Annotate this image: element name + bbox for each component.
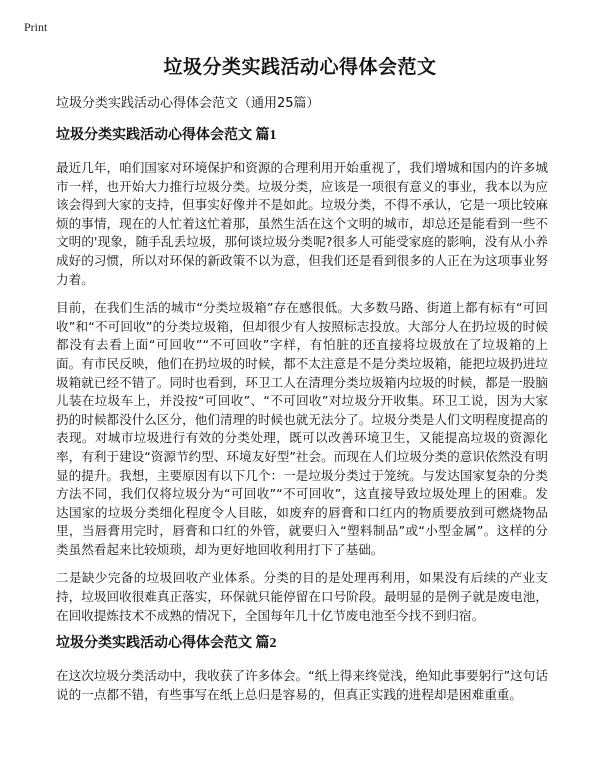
section-heading-1: 垃圾分类实践活动心得体会范文 篇1 [56,128,277,143]
document-body [56,95,548,714]
page-title: 垃圾分类实践活动心得体会范文 [163,56,437,78]
print-link[interactable]: Print [24,20,48,34]
paragraph: 二是缺少完备的垃圾回收产业体系。分类的目的是处理再利用，如果没有后续的产业支持，垃圾回收很难真正落实，环保就只能停留在口号阶段。最明显的是例子就是废电池，在回收提炼技术不成熟的情况下，全国每年几十亿节废电池至今找不到归宿。 [56,570,548,623]
paragraph: 最近几年，咱们国家对环境保护和资源的合理利用开始重视了，我们增城和国内的许多城市一样，也开始大力推行垃圾分类。垃圾分类，应该是一项很有意义的事业，我本以为应该会得到大家的支持，但事实好像并不是如此。垃圾分类，不得不承认，它是一项比较麻烦的事情，现在的人忙着这忙着那，虽然生活在这个文明的城市，却总还是能看到一些不文明的'现象，随手乱丢垃圾，那何谈垃圾分类呢?很多人可能受家庭的影响，没有从小养成好的习惯，所以对环保的新政策不以为意，但我们还是看到很多的人正在为这项事业努力着。 [56,160,548,287]
paragraph: 目前，在我们生活的城市“分类垃圾箱”存在感很低。大多数马路、街道上都有标有“可回收”和“不可回收”的分类垃圾箱，但却很少有人按照标志投放。大部分人在扔垃圾的时候都没有去看上面“可回收”“不可回收”字样，有怕脏的还直接将垃圾放在了垃圾箱的上面。有市民反映，他们在扔垃圾的时候，都不太注意是不是分类垃圾箱，能把垃圾扔进垃圾箱就已经不错了。同时也看到，环卫工人在清理分类垃圾箱内垃圾的时候，都是一股脑儿装在垃圾车上，并没按“可回收”、“不可回收”对垃圾分开收集。环卫工说，因为大家扔的时候都没什么区分，他们清理的时候也就无法分了。垃圾分类是人们文明程度提高的表现。对城市垃圾进行有效的分类处理，既可以改善环境卫生，又能提高垃圾的资源化率，有利于建设“资源节约型、环境友好型”社会。而现在人们垃圾分类的意识依然没有明显的提升。我想，主要原因有以下几个：一是垃圾分类过于笼统。与发达国家复杂的分类方法不同，我们仅将垃圾分为“可回收”“不可回收”，这直接导致垃圾处理上的困难。发达国家的垃圾分类细化程度令人目眩，如废弃的唇膏和口红内的物质要放到可燃烧物品里，当唇膏用完时，唇膏和口红的外管，就要归入“塑料制品”或“小型金属”。这样的分类虽然看起来比较烦琐，却为更好地回收利用打下了基础。 [56,300,548,557]
section-heading-2: 垃圾分类实践活动心得体会范文 篇2 [56,636,277,652]
paragraph: 在这次垃圾分类活动中，我收获了许多体会。“纸上得来终觉浅，绝知此事要躬行”这句话说的一点都不错，有些事写在纸上总归是容易的，但真正实践的进程却是困难重重。 [56,668,548,702]
document-subtitle: 垃圾分类实践活动心得体会范文（通用25篇） [56,96,320,111]
